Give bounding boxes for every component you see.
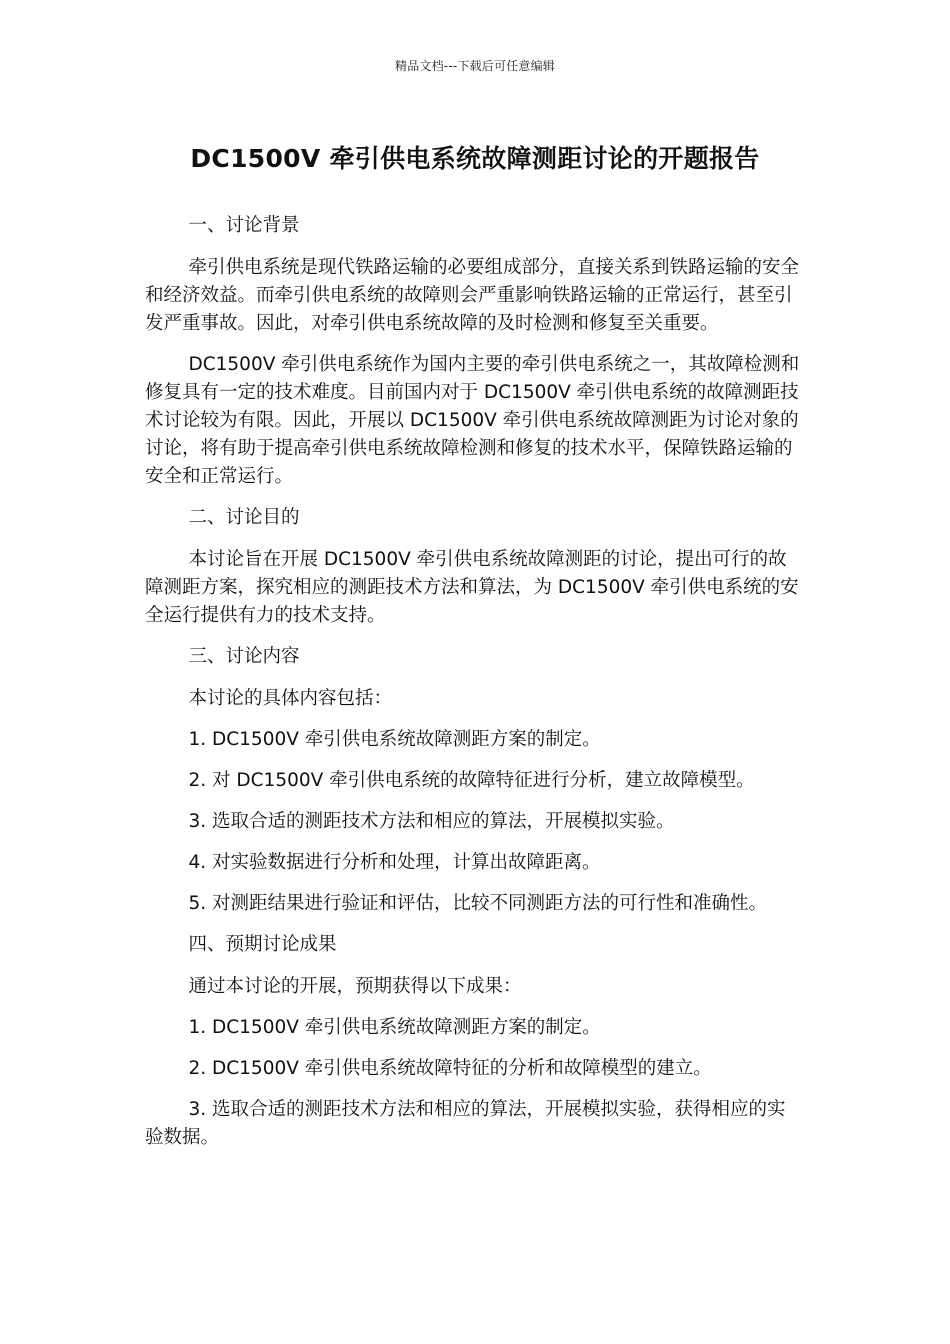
content-intro: 本讨论的具体内容包括： bbox=[188, 688, 392, 709]
document-body bbox=[145, 212, 800, 1165]
section-heading-background: 一、讨论背景 bbox=[188, 215, 300, 236]
results-list-item-3: 3. 选取合适的测距技术方法和相应的算法，开展模拟实验，获得相应的实验数据。 bbox=[145, 1099, 786, 1148]
purpose-paragraph: 本讨论旨在开展 DC1500V 牵引供电系统故障测距的讨论，提出可行的故障测距方案，探究相应的测距技术方法和算法，为 DC1500V 牵引供电系统的安全运行提供有力的技术支持。 bbox=[145, 549, 799, 626]
content-list-item-4: 4. 对实验数据进行分析和处理，计算出故障距离。 bbox=[188, 852, 601, 873]
results-list-item-2: 2. DC1500V 牵引供电系统故障特征的分析和故障模型的建立。 bbox=[188, 1058, 712, 1079]
document-title: DC1500V 牵引供电系统故障测距讨论的开题报告 bbox=[190, 144, 760, 173]
content-list-item-1: 1. DC1500V 牵引供电系统故障测距方案的制定。 bbox=[188, 729, 601, 750]
content-list-item-5: 5. 对测距结果进行验证和评估，比较不同测距方法的可行性和准确性。 bbox=[188, 893, 768, 914]
background-paragraph-2: DC1500V 牵引供电系统作为国内主要的牵引供电系统之一，其故障检测和修复具有一定的技术难度。目前国内对于 DC1500V 牵引供电系统的故障测距技术讨论较为有限。因此，开展以 DC1500V 牵引供电系统故障测距为讨论对象的讨论，将有助于提高牵引供电系统故障检测和修复的技术水平，保障铁路运输的安全和正常运行。 bbox=[145, 354, 800, 487]
section-heading-purpose: 二、讨论目的 bbox=[188, 507, 300, 528]
background-paragraph-1: 牵引供电系统是现代铁路运输的必要组成部分，直接关系到铁路运输的安全和经济效益。而牵引供电系统的故障则会严重影响铁路运输的正常运行，甚至引发严重事故。因此，对牵引供电系统故障的及时检测和修复至关重要。 bbox=[145, 257, 799, 334]
section-heading-results: 四、预期讨论成果 bbox=[188, 934, 337, 955]
content-list-item-3: 3. 选取合适的测距技术方法和相应的算法，开展模拟实验。 bbox=[188, 811, 675, 832]
results-list-item-1: 1. DC1500V 牵引供电系统故障测距方案的制定。 bbox=[188, 1017, 601, 1038]
content-list-item-2: 2. 对 DC1500V 牵引供电系统的故障特征进行分析，建立故障模型。 bbox=[188, 770, 755, 791]
results-intro: 通过本讨论的开展，预期获得以下成果： bbox=[188, 976, 522, 997]
section-heading-content: 三、讨论内容 bbox=[188, 646, 300, 667]
page-header: 精品文档---下载后可任意编辑 bbox=[395, 59, 555, 73]
